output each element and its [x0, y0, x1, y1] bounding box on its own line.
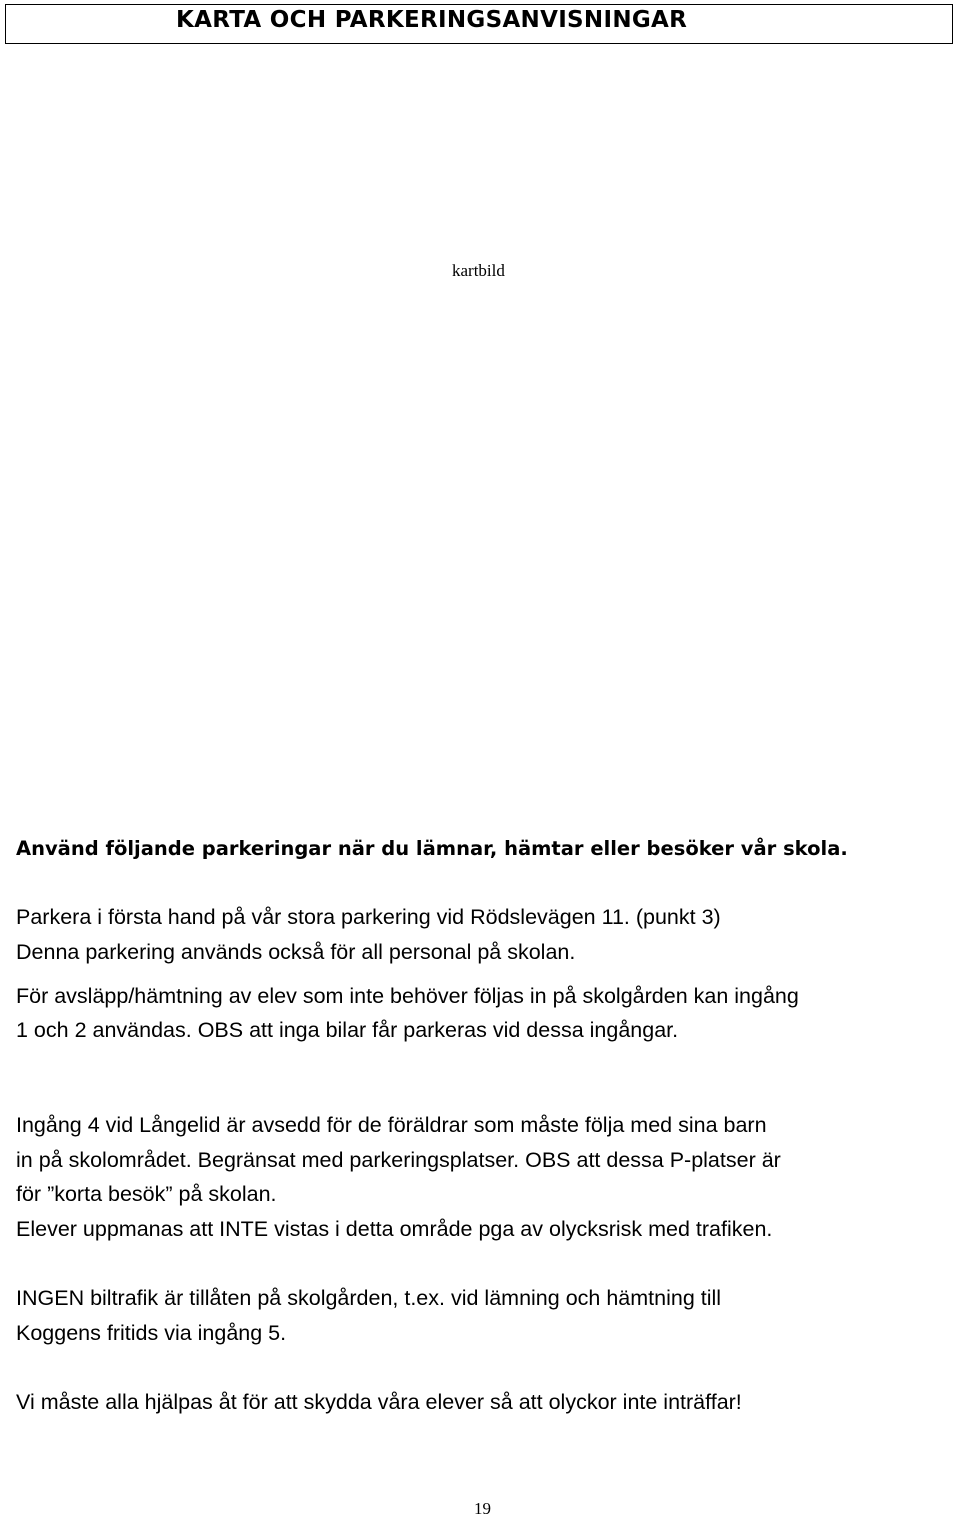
paragraph-line: INGEN biltrafik är tillåten på skolgården, t.ex. vid lämning och hämtning till	[16, 1286, 722, 1310]
paragraph-line: Parkera i första hand på vår stora parkering vid Rödslevägen 11. (punkt 3)	[16, 905, 721, 929]
paragraph-line: För avsläpp/hämtning av elev som inte behöver följas in på skolgården kan ingång	[16, 984, 799, 1008]
page-title: KARTA OCH PARKERINGSANVISNINGAR	[176, 7, 688, 33]
instructions-heading: Använd följande parkeringar när du lämnar, hämtar eller besöker vår skola.	[16, 837, 848, 860]
paragraph-line: Koggens fritids via ingång 5.	[16, 1321, 287, 1345]
map-image-placeholder: kartbild	[452, 261, 505, 280]
paragraph-line: Vi måste alla hjälpas åt för att skydda våra elever så att olyckor inte inträffar!	[16, 1390, 742, 1414]
paragraph-line: Elever uppmanas att INTE vistas i detta område pga av olycksrisk med trafiken.	[16, 1217, 773, 1241]
paragraph-line: in på skolområdet. Begränsat med parkeringsplatser. OBS att dessa P-platser är	[16, 1148, 781, 1172]
paragraph-line: Denna parkering används också för all personal på skolan.	[16, 940, 576, 964]
page-number: 19	[474, 1499, 491, 1518]
paragraph-line: för ”korta besök” på skolan.	[16, 1182, 277, 1206]
paragraph-line: Ingång 4 vid Långelid är avsedd för de föräldrar som måste följa med sina barn	[16, 1113, 767, 1137]
paragraph-line: 1 och 2 användas. OBS att inga bilar får parkeras vid dessa ingångar.	[16, 1018, 679, 1042]
